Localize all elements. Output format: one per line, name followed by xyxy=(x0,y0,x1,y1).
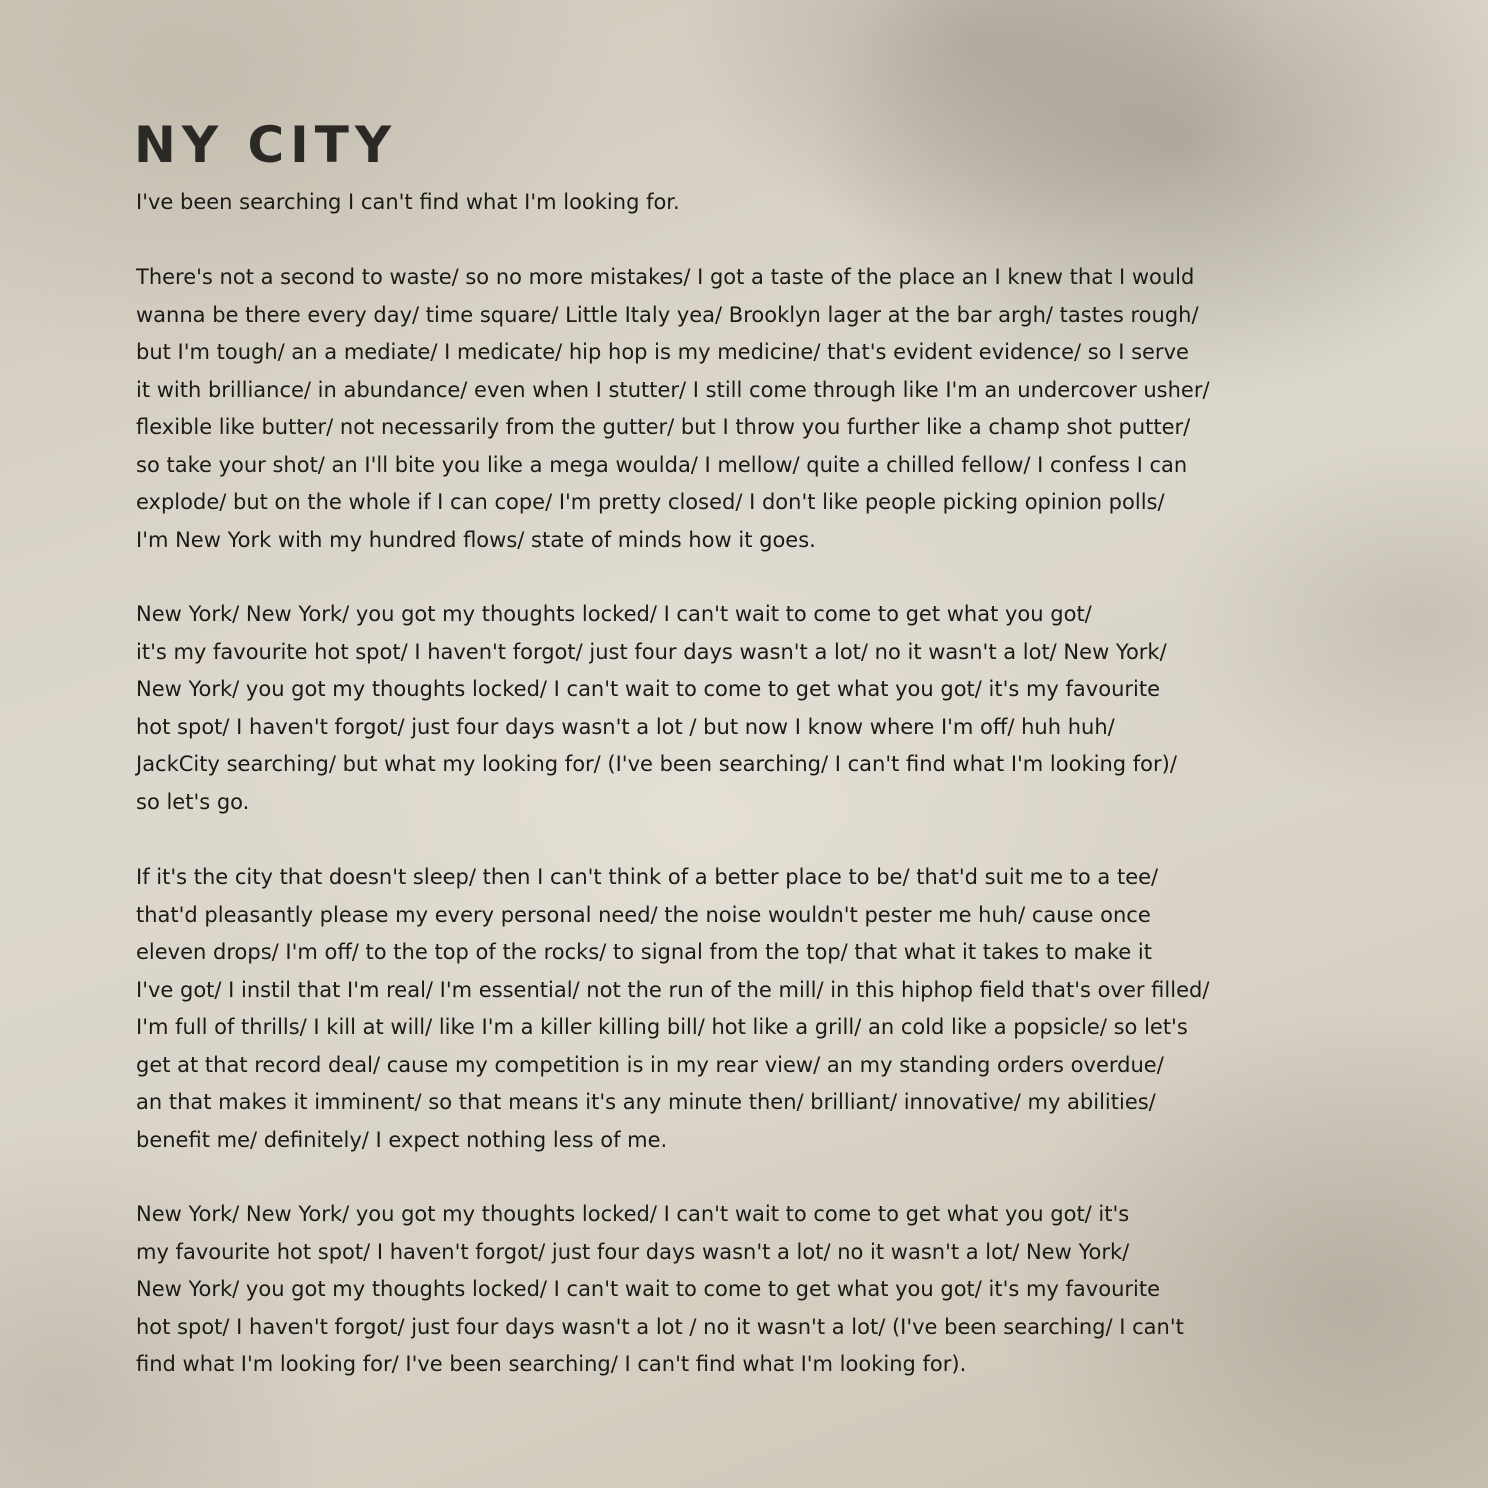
verse-line: it with brilliance/ in abundance/ even when I stutter/ I still come through like I'm an undercover usher/ xyxy=(136,377,1210,402)
verse-1 xyxy=(136,259,1406,559)
chorus-line: JackCity searching/ but what my looking for/ (I've been searching/ I can't find what I'm looking for)/ xyxy=(136,752,1177,776)
verse-line: explode/ but on the whole if I can cope/ I'm pretty closed/ I don't like people picking opinion polls/ xyxy=(136,490,1165,514)
verse-2 xyxy=(136,859,1406,1159)
chorus-line: so let's go. xyxy=(136,789,250,814)
verse-line: but I'm tough/ an a mediate/ I medicate/ hip hop is my medicine/ that's evident evidence/ so I serve xyxy=(136,340,1189,364)
chorus-line: hot spot/ I haven't forgot/ just four days wasn't a lot / but now I know where I'm off/ huh huh/ xyxy=(136,714,1115,739)
chorus-line: it's my favourite hot spot/ I haven't forgot/ just four days wasn't a lot/ no it wasn't a lot/ New York/ xyxy=(136,639,1167,664)
verse-line: that'd pleasantly please my every personal need/ the noise wouldn't pester me huh/ cause once xyxy=(136,902,1151,927)
verse-line: get at that record deal/ cause my competition is in my rear view/ an my standing orders overdue/ xyxy=(136,1052,1164,1077)
chorus-line: find what I'm looking for/ I've been searching/ I can't find what I'm looking for). xyxy=(136,1352,967,1376)
verse-line: There's not a second to waste/ so no more mistakes/ I got a taste of the place an I knew that I would xyxy=(136,265,1195,289)
chorus-1 xyxy=(136,596,1406,821)
chorus-line: hot spot/ I haven't forgot/ just four days wasn't a lot / no it wasn't a lot/ (I've been searching/ I can't xyxy=(136,1314,1184,1339)
verse-line: eleven drops/ I'm off/ to the top of the rocks/ to signal from the top/ that what it takes to make it xyxy=(136,940,1152,964)
verse-line: I've got/ I instil that I'm real/ I'm essential/ not the run of the mill/ in this hiphop field that's over filled/ xyxy=(136,977,1210,1002)
chorus-line: my favourite hot spot/ I haven't forgot/ just four days wasn't a lot/ no it wasn't a lot/ New York/ xyxy=(136,1239,1130,1264)
verse-line: I'm New York with my hundred flows/ state of minds how it goes. xyxy=(136,527,816,552)
chorus-line: New York/ you got my thoughts locked/ I can't wait to come to get what you got/ it's my favourite xyxy=(136,677,1161,701)
chorus-line: New York/ you got my thoughts locked/ I can't wait to come to get what you got/ it's my favourite xyxy=(136,1277,1161,1301)
chorus-2 xyxy=(136,1196,1406,1384)
verse-line: I'm full of thrills/ I kill at will/ like I'm a killer killing bill/ hot like a grill/ an cold like a popsicle/ so let's xyxy=(136,1015,1188,1039)
verse-line: If it's the city that doesn't sleep/ then I can't think of a better place to be/ that'd suit me to a tee/ xyxy=(136,865,1159,889)
verse-line: so take your shot/ an I'll bite you like a mega woulda/ I mellow/ quite a chilled fellow/ I confess I can xyxy=(136,452,1188,477)
verse-line: an that makes it imminent/ so that means it's any minute then/ brilliant/ innovative/ my abilities/ xyxy=(136,1090,1156,1114)
page-title: NY CITY xyxy=(134,116,398,174)
chorus-line: New York/ New York/ you got my thoughts locked/ I can't wait to come to get what you got/ it's xyxy=(136,1202,1130,1226)
verse-line: flexible like butter/ not necessarily from the gutter/ but I throw you further like a champ shot putter/ xyxy=(136,415,1191,439)
intro-line: I've been searching I can't find what I'm looking for. xyxy=(136,190,680,214)
verse-line: wanna be there every day/ time square/ Little Italy yea/ Brooklyn lager at the bar argh/ tastes rough/ xyxy=(136,302,1199,327)
chorus-line: New York/ New York/ you got my thoughts locked/ I can't wait to come to get what you got/ xyxy=(136,602,1092,626)
verse-line: benefit me/ definitely/ I expect nothing less of me. xyxy=(136,1127,668,1152)
